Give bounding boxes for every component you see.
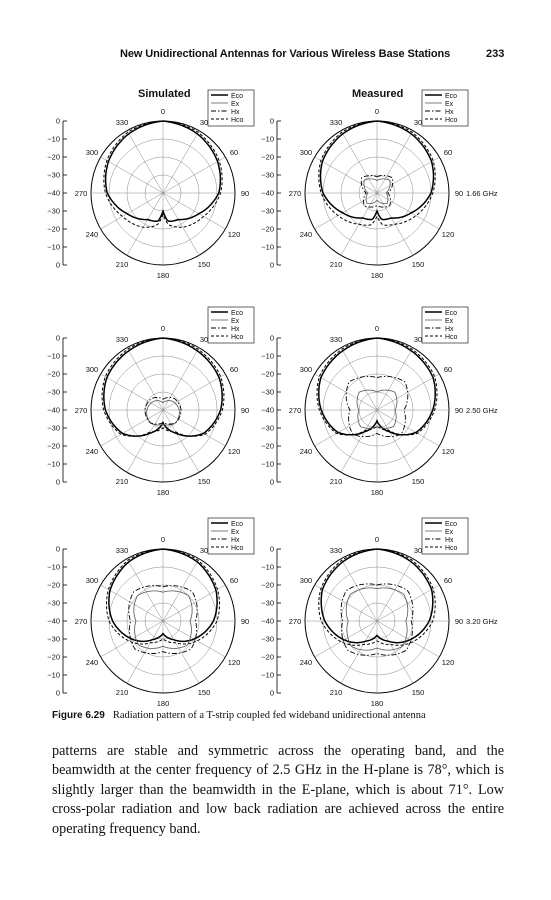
polar-spoke — [127, 131, 163, 193]
scale-label: 0 — [269, 260, 274, 270]
angle-label: 270 — [288, 406, 302, 415]
angle-label: 270 — [74, 617, 88, 626]
angle-label: 150 — [197, 260, 211, 270]
scale-label: −40 — [261, 188, 274, 198]
scale-label: −10 — [261, 562, 274, 572]
polar-spoke — [377, 131, 413, 193]
legend-label-eco: Eco — [231, 310, 244, 317]
angle-label: 60 — [229, 576, 239, 585]
angle-label: 240 — [85, 658, 99, 667]
scale-label: −30 — [47, 634, 60, 644]
scale-label: −20 — [47, 652, 60, 662]
scale-label: −10 — [261, 459, 274, 469]
polar-spoke — [315, 585, 377, 621]
angle-label: 120 — [441, 447, 455, 456]
legend-label-ex: Ex — [445, 529, 454, 536]
scale-label: 0 — [55, 544, 60, 554]
angle-label: 30 — [413, 117, 423, 127]
angle-label: 120 — [441, 230, 455, 239]
polar-spoke — [341, 410, 377, 472]
angle-label: 90 — [240, 617, 250, 626]
legend-label-eco: Eco — [445, 521, 458, 528]
legend-label-ex: Ex — [231, 318, 240, 325]
scale-label: −40 — [47, 616, 60, 626]
angle-label: 0 — [160, 107, 166, 116]
legend-label-hx: Hx — [445, 109, 454, 116]
scale-label: −20 — [261, 224, 274, 234]
scale-label: 0 — [55, 260, 60, 270]
scale-label: −20 — [261, 652, 274, 662]
scale-label: −40 — [47, 405, 60, 415]
scale-label: −30 — [261, 387, 274, 397]
legend-label-hco: Hco — [445, 545, 458, 552]
scale-label: −40 — [261, 616, 274, 626]
scale-label: −40 — [261, 405, 274, 415]
legend-label-hco: Hco — [231, 545, 244, 552]
figure-label: Figure 6.29 — [52, 710, 105, 721]
angle-label: 150 — [411, 260, 425, 270]
polar-spoke — [315, 374, 377, 410]
angle-label: 0 — [374, 324, 380, 333]
angle-label: 330 — [329, 117, 343, 127]
polar-spoke — [163, 621, 199, 683]
angle-label: 120 — [441, 658, 455, 667]
angle-label: 30 — [199, 334, 209, 344]
legend-label-ex: Ex — [231, 529, 240, 536]
scale-label: −20 — [47, 152, 60, 162]
polar-spoke — [377, 374, 439, 410]
angle-label: 210 — [329, 477, 343, 487]
legend-label-hco: Hco — [445, 334, 458, 341]
scale-label: −20 — [47, 369, 60, 379]
legend-label-hco: Hco — [231, 117, 244, 124]
angle-label: 120 — [227, 447, 241, 456]
scale-label: 0 — [269, 116, 274, 126]
legend-label-hx: Hx — [231, 326, 240, 333]
polar-panel-simulated-1 — [47, 90, 254, 280]
polar-panel-simulated-3 — [47, 518, 254, 708]
frequency-label: 2.50 GHz — [466, 406, 498, 415]
scale-label: −30 — [261, 170, 274, 180]
angle-label: 270 — [74, 406, 88, 415]
legend-label-ex: Ex — [445, 101, 454, 108]
scale-label: −10 — [47, 134, 60, 144]
scale-label: −30 — [47, 387, 60, 397]
scale-label: −30 — [261, 423, 274, 433]
angle-label: 330 — [115, 117, 129, 127]
frequency-label: 1.66 GHz — [466, 189, 498, 198]
angle-label: 0 — [160, 324, 166, 333]
angle-label: 120 — [227, 658, 241, 667]
scale-label: −10 — [47, 242, 60, 252]
polar-panel-measured-1 — [261, 90, 498, 280]
polar-spoke — [163, 559, 199, 621]
angle-label: 30 — [413, 545, 423, 555]
polar-spoke — [127, 559, 163, 621]
polar-spoke — [377, 621, 413, 683]
angle-label: 30 — [199, 117, 209, 127]
angle-label: 0 — [160, 535, 166, 544]
scale-label: 0 — [269, 333, 274, 343]
column-title-simulated: Simulated — [138, 88, 191, 100]
page-number: 233 — [486, 48, 505, 60]
polar-spoke — [341, 131, 377, 193]
angle-label: 60 — [229, 365, 239, 374]
scale-label: −10 — [47, 670, 60, 680]
polar-spoke — [163, 410, 225, 446]
legend-label-eco: Eco — [445, 310, 458, 317]
polar-spoke — [101, 374, 163, 410]
polar-spoke — [163, 157, 225, 193]
angle-label: 60 — [443, 365, 453, 374]
scale-label: 0 — [55, 116, 60, 126]
scale-label: −30 — [261, 634, 274, 644]
polar-spoke — [163, 410, 199, 472]
angle-label: 90 — [454, 617, 464, 626]
angle-label: 120 — [227, 230, 241, 239]
scale-label: −10 — [261, 134, 274, 144]
scale-label: −20 — [261, 580, 274, 590]
scale-label: −30 — [47, 598, 60, 608]
angle-label: 180 — [370, 488, 384, 497]
angle-label: 150 — [411, 477, 425, 487]
legend-label-eco: Eco — [445, 93, 458, 100]
legend-label-ex: Ex — [445, 318, 454, 325]
scale-label: 0 — [55, 688, 60, 698]
angle-label: 90 — [240, 406, 250, 415]
polar-spoke — [101, 157, 163, 193]
legend-label-ex: Ex — [231, 101, 240, 108]
angle-label: 330 — [115, 545, 129, 555]
angle-label: 330 — [115, 334, 129, 344]
angle-label: 180 — [156, 271, 170, 280]
angle-label: 180 — [156, 699, 170, 708]
legend-label-hx: Hx — [445, 326, 454, 333]
angle-label: 210 — [329, 688, 343, 698]
angle-label: 210 — [115, 260, 129, 270]
frequency-label: 3.20 GHz — [466, 617, 498, 626]
angle-label: 300 — [85, 365, 99, 374]
angle-label: 0 — [374, 107, 380, 116]
polar-spoke — [127, 410, 163, 472]
polar-spoke — [315, 157, 377, 193]
scale-label: −30 — [261, 598, 274, 608]
polar-spoke — [377, 157, 439, 193]
angle-label: 300 — [299, 365, 313, 374]
figure-caption — [52, 710, 512, 721]
angle-label: 150 — [197, 477, 211, 487]
scale-label: −10 — [261, 351, 274, 361]
angle-label: 0 — [374, 535, 380, 544]
angle-label: 60 — [229, 148, 239, 157]
angle-label: 30 — [413, 334, 423, 344]
angle-label: 270 — [288, 189, 302, 198]
angle-label: 150 — [197, 688, 211, 698]
angle-label: 240 — [299, 658, 313, 667]
scale-label: −20 — [261, 152, 274, 162]
angle-label: 300 — [85, 576, 99, 585]
running-title: New Unidirectional Antennas for Various Wireless Base Stations — [120, 48, 451, 60]
scale-label: −10 — [47, 351, 60, 361]
angle-label: 210 — [115, 688, 129, 698]
angle-label: 240 — [85, 447, 99, 456]
scale-label: 0 — [269, 477, 274, 487]
polar-spoke — [163, 131, 199, 193]
angle-label: 180 — [156, 488, 170, 497]
polar-spoke — [341, 621, 377, 683]
legend-label-eco: Eco — [231, 521, 244, 528]
legend-label-hx: Hx — [445, 537, 454, 544]
scale-label: −20 — [261, 369, 274, 379]
scale-label: −20 — [47, 224, 60, 234]
legend-label-hco: Hco — [231, 334, 244, 341]
scale-label: −20 — [47, 441, 60, 451]
legend-label-hx: Hx — [231, 537, 240, 544]
scale-label: 0 — [269, 544, 274, 554]
scale-label: 0 — [269, 688, 274, 698]
scale-label: −10 — [261, 242, 274, 252]
angle-label: 240 — [85, 230, 99, 239]
scale-label: −30 — [47, 423, 60, 433]
scale-label: −30 — [261, 206, 274, 216]
angle-label: 300 — [299, 576, 313, 585]
angle-label: 90 — [240, 189, 250, 198]
scale-label: 0 — [55, 333, 60, 343]
legend-label-hco: Hco — [445, 117, 458, 124]
scale-label: −20 — [47, 580, 60, 590]
angle-label: 30 — [199, 545, 209, 555]
scale-label: −40 — [47, 188, 60, 198]
polar-spoke — [101, 410, 163, 446]
legend-label-eco: Eco — [231, 93, 244, 100]
angle-label: 330 — [329, 545, 343, 555]
scale-label: −30 — [47, 206, 60, 216]
scale-label: −20 — [261, 441, 274, 451]
polar-spoke — [377, 348, 413, 410]
polar-spoke — [377, 410, 413, 472]
angle-label: 270 — [288, 617, 302, 626]
polar-spoke — [163, 374, 225, 410]
scale-label: −30 — [47, 170, 60, 180]
scale-label: −10 — [47, 562, 60, 572]
angle-label: 300 — [85, 148, 99, 157]
polar-panel-measured-3 — [261, 518, 498, 708]
angle-label: 210 — [115, 477, 129, 487]
polar-spoke — [127, 621, 163, 683]
angle-label: 300 — [299, 148, 313, 157]
figure-caption-text: Radiation pattern of a T-strip coupled fed wideband unidirectional antenna — [112, 710, 426, 721]
angle-label: 210 — [329, 260, 343, 270]
angle-label: 240 — [299, 230, 313, 239]
polar-spoke — [377, 585, 439, 621]
angle-label: 90 — [454, 406, 464, 415]
polar-panel-simulated-2 — [47, 307, 254, 497]
polar-spoke — [163, 193, 199, 255]
angle-label: 330 — [329, 334, 343, 344]
scale-label: −10 — [261, 670, 274, 680]
polar-panel-measured-2 — [261, 307, 498, 497]
angle-label: 240 — [299, 447, 313, 456]
angle-label: 90 — [454, 189, 464, 198]
scale-label: −10 — [47, 459, 60, 469]
angle-label: 180 — [370, 699, 384, 708]
legend-label-hx: Hx — [231, 109, 240, 116]
angle-label: 150 — [411, 688, 425, 698]
angle-label: 60 — [443, 576, 453, 585]
angle-label: 270 — [74, 189, 88, 198]
scale-label: 0 — [55, 477, 60, 487]
angle-label: 180 — [370, 271, 384, 280]
angle-label: 60 — [443, 148, 453, 157]
body-paragraph: patterns are stable and symmetric across the operating band, and the beamwidth at the center frequency of 2.5 GHz in the H-plane is 78°, which is slightly larger than the beamwidth in the E-plane, which is about 71°. Low cross-polar radiation and low back radiation are achieved across the entire operating frequency band. — [52, 743, 504, 837]
column-title-measured: Measured — [352, 88, 404, 100]
